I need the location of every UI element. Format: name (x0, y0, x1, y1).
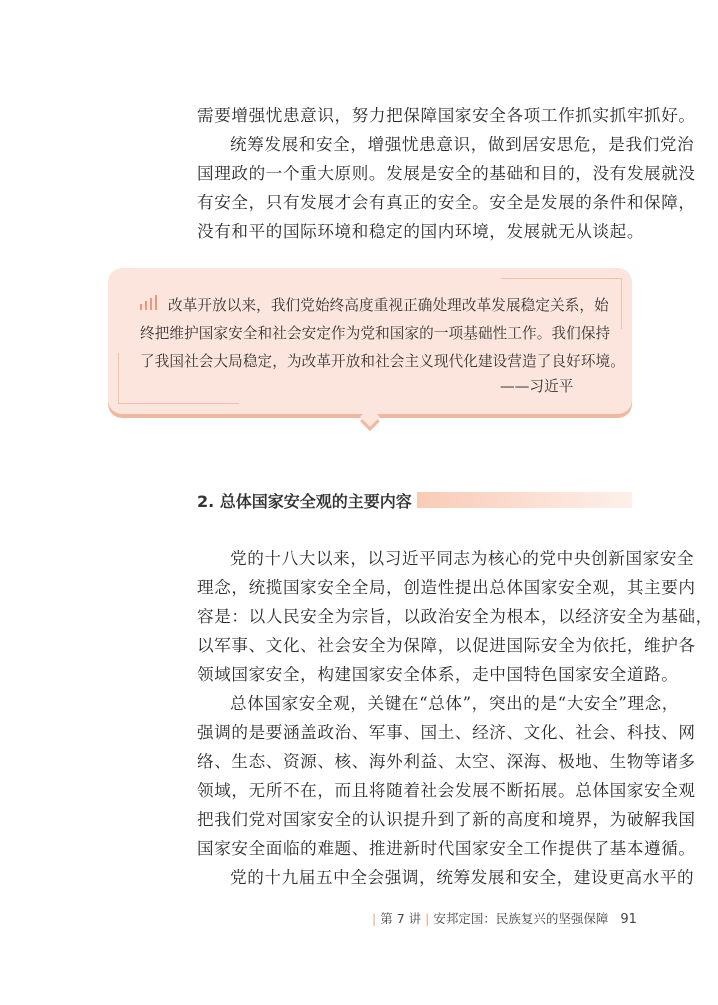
text-line: 有安全，只有发展才会有真正的安全。安全是发展的条件和保障， (197, 193, 696, 212)
text-line: 党的十九届五中全会强调，统筹发展和安全，建设更高水平的 (230, 868, 695, 887)
text-line: 党的十八大以来，以习近平同志为核心的党中央创新国家安全 (230, 549, 695, 568)
section-heading: 2. 总体国家安全观的主要内容 (197, 492, 412, 511)
text-line: 以军事、文化、社会安全为保障，以促进国际安全为依托，维护各 (197, 636, 696, 655)
quote-line: 改革开放以来，我们党始终高度重视正确处理改革发展稳定关系，始 (168, 297, 609, 314)
page-number: 91 (620, 912, 637, 927)
text-line: 理念，统揽国家安全全局，创造性提出总体国家安全观，其主要内 (197, 578, 696, 597)
text-line: 总体国家安全观，关键在“总体”，突出的是“大安全”理念， (230, 694, 679, 713)
heading-decoration-bar (417, 492, 632, 508)
page-footer: | 第 7 讲 | 安邦定国：民族复兴的坚强保障 91 (372, 911, 637, 927)
text-line: 国家安全面临的难题、推进新时代国家安全工作提供了基本遵循。 (197, 839, 696, 858)
text-line: 统筹发展和安全，增强忧患意识，做到居安思危，是我们党治 (230, 135, 695, 154)
text-line: 国理政的一个重大原则。发展是安全的基础和目的，没有发展就没 (197, 164, 696, 183)
quote-line: 了我国社会大局稳定，为改革开放和社会主义现代化建设营造了良好环境。 (140, 353, 625, 370)
text-line: 需要增强忧患意识，努力把保障国家安全各项工作抓实抓牢抓好。 (197, 106, 696, 125)
chapter-title: 安邦定国：民族复兴的坚强保障 (433, 911, 609, 926)
text-line: 络、生态、资源、核、海外利益、太空、深海、极地、生物等诸多 (197, 752, 696, 771)
quote-attribution: ——习近平 (500, 378, 574, 395)
text-line: 领域，无所不在，而且将随着社会发展不断拓展。总体国家安全观 (197, 781, 696, 800)
quote-box (108, 268, 632, 414)
quote-line: 终把维护国家安全和社会安定作为党和国家的一项基础性工作。我们保持 (140, 325, 611, 342)
text-line: 没有和平的国际环境和稳定的国内环境，发展就无从谈起。 (197, 222, 645, 241)
text-line: 领域国家安全，构建国家安全体系，走中国特色国家安全道路。 (197, 665, 679, 684)
text-line: 强调的是要涵盖政治、军事、国土、经济、文化、社会、科技、网 (197, 723, 696, 742)
text-line: 把我们党对国家安全的认识提升到了新的高度和境界，为破解我国 (197, 810, 696, 829)
text-line: 容是：以人民安全为宗旨，以政治安全为根本，以经济安全为基础， (197, 607, 713, 626)
lecture-number: 第 7 讲 (380, 911, 422, 926)
